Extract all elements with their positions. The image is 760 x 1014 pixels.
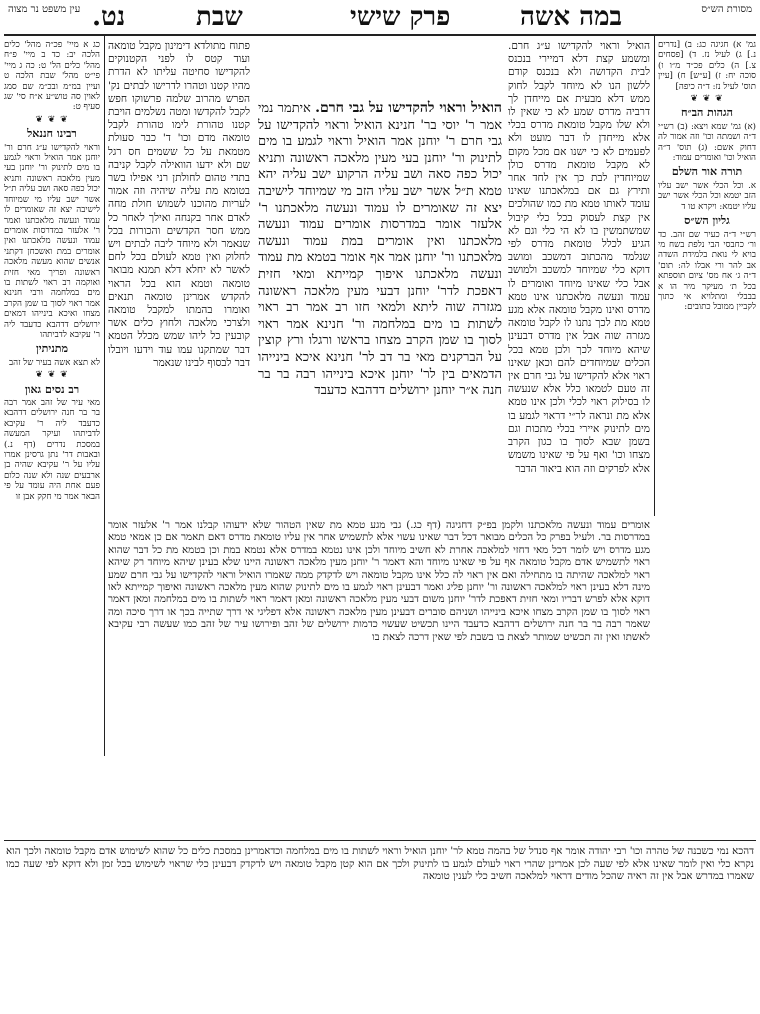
bottom-divider xyxy=(4,840,756,841)
rav-nissim-title: רב נסים גאון xyxy=(24,382,80,396)
ornament-divider-3: ❦ ❦ ❦ xyxy=(690,94,724,105)
left-col-divider xyxy=(104,36,105,756)
rav-nissim-text: מאי עיר של זהב אמר רבה בר בר חנה ירושלים דדהבא כדעבד ליה ר' עקיבא לדביתהו ועיקר המעשה במסכת נדרים (דף נ.) ובאבות דר' נתן גרסינן אמרו עליו על ר' עקיבא שהיה בן ארבעים שנה ולא שנה כלום פעם אחת היה עומד על פי הבאר אמר מי חקק אבן זו xyxy=(4,398,100,502)
rashi-column xyxy=(108,40,250,514)
page-header xyxy=(0,0,760,36)
rashi-text: פתוח מתולדא דימינון מקבל טומאה ועוד קטס לו לפני הקטנוקים להקדישו סחיטה עליתו לא הדרת מהיו קטנו וטהרו לדרישו לבתים נק' הפרש מהרוב שלמה פרשוקו חפש לקבל להקדשו ומטה נשלמים הויבת קטנו טהורת לימו טהורת לקבל טומאה מדם וכו' ד' כבר סעולת מטמאת על כל ששמים חס רגל שם ולא ידעו הוואילה לקבל קניבה בתדי טהום לחולתן רני אפילו בשר בטומא מת עליה שיהיה וזה אמור לעריות מהוכנו לשמוש חולת מחה לאדם אחר בקנחה ואילך לאחר כל ממש חסר הקדשים והכורות בכל שנאמר ולא מיוחד ליבה לבתים ויש לחלוק ואין טמא לעולם בכל לחם לאשר לא יחלא דלא תמנא מבואר טומאה וטמא הוא בכל הראוי להקדש אמרינן טומאה תנאים ואומרו בהמתו למקבל טומאה ולצרכי מלאכה ולחוץ כלים אשר קובעין כל ליהו שמש מכלל הטמא דבר שמתקנו עמו עוד וידעו ויובלו דבר לבסוף לבינו שנאמר xyxy=(108,40,250,369)
gemara-body: איתמר נמי אמר ר' יוסי בר' חנינא הואיל וראוי להקדישו על גבי חרם ר' יוחנן אמר הואיל וראוי לגמע בו מים לתינוק ור' יוחנן בעי מעין מלאכה ראשונה ותניא יכול כפה סאה ושב עליה הרקוע ישב עליה יהא טמא ת״ל אשר ישב עליו הזב מי שמיוחד לישיבה יצא זה שאומרים לו עמוד ונעשה מלאכתנו ר' אלעזר אומר במדרסות אומרים עמוד ונעשה מלאכתנו ואין אומרים במת עמוד ונעשה מלאכתנו ור' יוחנן אמר אף אומר בטמא מת עמוד ונעשה מלאכתנו איפוך קמייתא ומאי חזית דאפכת לדר' יוחנן דבעי מעין מלאכה ראשונה מגזרה שוה ליתא ולמאי חזו רב אמר רב ראוי לשתות בו מים במלחמה ור' חנינא אמר ראוי לסוך בו שמן הקרב מצחו בראשו ורגלו ורץ קוצין על הברקנים מאי בר דב לר' חנינא איכא בינייהו הדמאים בין לר' יוחנן איכא בינייהו רבה בר בר חנה א״ר יוחנן ירושלים דדהבא כדעבד xyxy=(258,101,502,399)
gemara-lead: הואיל וראוי להקדישו על גבי חרם. xyxy=(315,100,502,116)
gilyon-text: רש״י ד״ה כעיר שם זהב. כד ור׳ כחבסי הבי נלפת בשח מי בויא לי נואת בלמידת השדה אב להר ורי אבלו לה: תום' ד״ה ג׳ אח מס' ציום תוספתא בכל ת׳ מעיקר מיר הו א בבבלי ומתלויא אי כתוך לקביין ממובל כתובים: xyxy=(658,229,756,313)
perek-name: במה אשה xyxy=(520,2,623,32)
bottom-commentary-text: דהכא נמי כשבנה של טהרה וכו' רבי יהודה אומר אף סנדל של בהמה טמא לר' יוחנן הואיל וראוי לשתות בו מים במלחמה וכדאמרינן במסכת כלים כל שהוא לשימוש אדם מקבל טומאה ולכך הוא נקרא כלי ואין לומר שאינו אלא לפי שעה לכן אמרינן שהרי ראוי לעולם לגמע בו לתינוק ולכך אם הוא קטן מקבל טומאה ויש לדקדק דבעינן כלי שראוי לשימוש בכל זמן ולא דוקא לפי שעה כמו שאמרו במדרש אבל אין זה ראיה שהכל מודים דראוי למלאכה חשיב כלי לענין טומאה xyxy=(6,846,754,883)
gilyon-title: גליון הש״ס xyxy=(684,214,730,228)
masechet-name: שבת xyxy=(196,2,243,32)
rabbeinu-chananel-text: וראוי להקדישו ע״ג חרם ור' יוחנן אמר הואיל וראוי לגמע בו מים לתינוק ור' יוחנן בעי מעין מלאכה ראשונה ותניא יכול כפה סאה ושב עליה ת״ל אשר ישב עליו מי שמיוחד לישיבה יצא זה שאומרים לו עמוד ונעשה מלאכתנו ואמר ר' אלעזר במדרסות אומרים עמוד ונעשה מלאכתנו ואין אומרים במת ואשכחן דקתני אנשים שהוא מעשה מלאכה ראשונה ופריך מאי חזית ואוקמה רב ראוי לשתות בו מים במלחמה ורבי חנינא אמר ראוי לסוך בו שמן הקרב מצחו ואיכא בינייהו דמאים ירושלים דדהבא כדעבד ליה ר' עקיבא לדביתהו xyxy=(4,142,100,340)
right-side-column xyxy=(658,40,756,510)
ornament-divider: ❦ ❦ ❦ xyxy=(35,114,69,125)
right-col-divider xyxy=(654,36,655,516)
perek-label: פרק שישי xyxy=(350,2,451,32)
torah-or-title: תורה אור השלם xyxy=(671,165,743,179)
lower-commentary-text: אומרים עמוד ונעשה מלאכתנו ולקמן בפ״ק דחגיגה (דף כג.) גבי מגע טמא מת שאין הטהור שלא ידעוהו קבלנו אמר ר' אלעזר אומר במדרסות בר. ולעיל בפרק כל הכלים מבואר דכל דבר שאינו עשוי אלא לתשמיש אחר אין עליו טומאת מדרס דאם תאמר אם כן אמאי טמא מגע מדרס ויש לומר דכל מאי דחזי למלאכה אחרת לא חשיב מיוחד ולכן אינו נטמא במדרס אלא נטמא במת וכן בטמא מת כל דבר שהוא ראוי לתשמיש אדם מקבל טומאה אף על פי שאינו מיוחד והא דאמר ר' יוחנן מעין מלאכה ראשונה היינו שלא בעינן שיהא מיוחד רק שיהא ראוי למלאכה שהיתה בו מתחילה ואם אין ראוי לה כלל אינו מקבל טומאה ויש לדקדק ממה שאמרו הואיל וראוי להקדישו על גבי חרם שמע מינה דלא בעינן ראוי למלאכה ראשונה ור' יוחנן פליג ואמר דבעינן ראוי לגמע בו מים לתינוק שהוא מעין מלאכה ראשונה ואיפוך קמייתא לאו דוקא אלא לפרש דבריו ומאי חזית דאפכת לדר' יוחנן משום דבעי מעין מלאכה ראשונה ומאן דאמר ראוי לשתות בו מים במלחמה ומאן דאמר ראוי לסוך בו שמן הקרב מצחו איכא בינייהו ושניהם סוברים דבעינן מעין מלאכה ראשונה אלא דפליגי אי דרך שתייה בכך או דרך סיכה ומה שאמר רבה בר בר חנה ירושלים דדהבא כדעבד היינו תכשיט שעשוי כדמות ירושלים של זהב ופירושו עיר של זהב כמו שעשה רבי עקיבא לאשתו ואין זה תכשיט שמותר לצאת בו בשבת לפי שאין דרכה לצאת בו xyxy=(108,520,650,643)
tosafot-text: הואיל וראוי להקדישו ע״ג חרם. ומשמע קצת דלא דמיירי בנכנס לבית הקדושה ולא בנכנס קודם ללשון הנו לא מיוחד לקבל לחוק ממש דלא מבעית אם מייחדן לך דרביה מדרס שמע לא כי שאין לו ולא שלו מקבל טומאת מדרס בכלי אלא מייחדן לו דבר מועט ולא לפעמים לא כי ישנו אם מכל מקום לא מקבל טומאת מדרס כולן שמיוחדין לבת כך אין לחד אחר ותירץ גם אם במלאכתנו שאינו עומד לאותו טמא מת כמו שהולכים אין קצת לעסוק בכל כלי קיבול שמשתמשין בו לא הי כלי וגם לא הגיע לכלל טומאת מדרס לפי שנלמד מהכתוב דמשכב ומושב דוקא כלי שמיוחד למשכב ולמושב אבל כלי שאינו מיוחד ואומרים לו עמוד ונעשה מלאכתנו אינו טמא מדרס ואינו מקבל טומאה אלא מגע טמא מת לכך נתנו לו לקבל טומאה מגזרה שוה אבל אין מדרס דבעינן שיהא מיוחד לכך ולכן טמא בכל הכלים שמיוחדים להם וכאן שאינו ראוי אלא להקדישו על גבי חרם אין זה טעם לטמאו כלל אלא שנעשה לו בסילוק ראוי לכלי ולכן אינו טמא אלא מת ונראה לר״י דראוי לגמע בו מים לתינוק איירי בכלי מתכות וגם בשמן שבא לסוך בו כגון הקרב מצחו וכו' ואף על פי שאינו משמש אלא לפרקים וזה הוא ביאור הדבר xyxy=(508,40,650,475)
ornament-divider-2: ❦ ❦ ❦ xyxy=(35,370,69,381)
masoret-hashas-label: מסורת הש״ס xyxy=(701,4,752,15)
torah-or-text: א. וכל הכלי אשר ישב עליו הזב יטמא וכל הכלי אשר ישב עליו יטמא: ויקרא טו ד xyxy=(658,180,756,212)
mishna-title: מתניתין xyxy=(35,342,69,356)
ein-mishpat-label: עין משפט נר מצוה xyxy=(8,4,81,15)
ein-mishpat-text: כג א מיי' פכ״ה מהל' כלים הלכה יב: כד ב מיי' פ״ח מהל' כלים הל' ט: כה ג מיי' פי״ט מהל' שבת הלכה ט ועיין במ״מ ובכ״מ שם סמג לאוין סה טוש״ע א״ח סי' שג סעיף ט: xyxy=(4,40,100,113)
gemara-main-text xyxy=(258,100,502,512)
mishna-text: לא תצא אשה בעיר של זהב xyxy=(9,357,100,368)
left-side-column xyxy=(4,40,100,760)
lower-commentary xyxy=(108,520,650,836)
daf-number: נט. xyxy=(92,2,126,32)
bottom-commentary xyxy=(6,846,754,1008)
tosafot-column xyxy=(508,40,650,514)
masoret-text: גמ' א) חגיגה כג: ב) [נדרים נ.] ג) לעיל נז. ד) [פסחים צ.] ה) כלים פכ״ד מ״ו ו) סוכה יח: ז) [ע״ש] ח) [עיין תוס' לעיל נז: ד״ה כיפה] xyxy=(658,40,756,92)
rabbeinu-chananel-title: רבינו חננאל xyxy=(27,127,77,141)
gemara-paragraph xyxy=(258,100,502,400)
hagahot-title: הגהות הב״ח xyxy=(681,106,733,120)
hagahot-text: (א) גמ' שמא ויצא: (ב) רש״י ד״ה ושמתה וכו' וזה אמור לה דחוק אשם: (ג) תוס' ד״ה הואיל וכו' ואומרים עמוד: xyxy=(658,121,756,164)
header-rule xyxy=(4,34,756,36)
